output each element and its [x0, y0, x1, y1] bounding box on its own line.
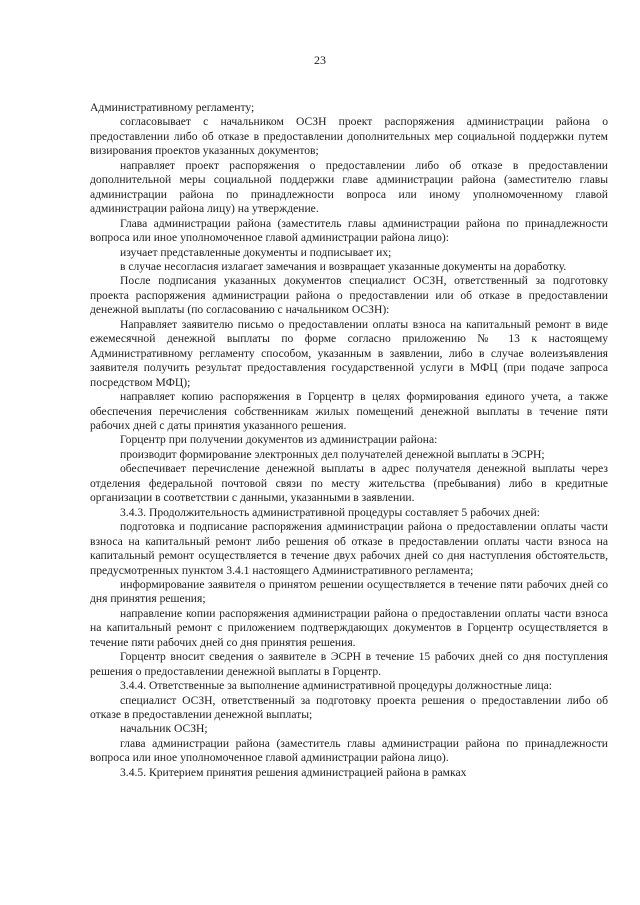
paragraph: После подписания указанных документов специалист ОСЗН, ответственный за подготовку проекта распоряжения администрации района о предоставлении или об отказе в предоставлении денежной выплаты (по согласованию с начальником ОСЗН): — [90, 274, 608, 317]
paragraph: производит формирование электронных дел получателей денежной выплаты в ЭСРН; — [120, 447, 545, 461]
paragraph: Глава администрации района (заместитель главы администрации района по принадлежности вопроса или иное уполномоченное главой администрации района лицо): — [90, 216, 608, 245]
paragraph: направляет копию распоряжения в Горцентр в целях формирования единого учета, а также обеспечения перечисления собственникам жилых помещений денежной выплаты в течение пяти рабочих дней с даты принятия указанного решения. — [90, 390, 608, 432]
paragraph: Горцентр вносит сведения о заявителе в ЭСРН в течение 15 рабочих дней со дня поступления решения о предоставлении денежной выплаты в Горцентр. — [90, 650, 608, 678]
paragraph: изучает представленные документы и подписывает их; — [120, 245, 392, 259]
section-heading-3-4-4: 3.4.4. Ответственные за выполнение административной процедуры должностные лица: — [120, 679, 552, 693]
paragraph: информирование заявителя о принятом решении осуществляется в течение пяти рабочих дней со дня принятия решения; — [90, 577, 608, 606]
document-body — [90, 101, 608, 780]
paragraph: Направляет заявителю письмо о предоставлении оплаты взноса на капитальный ремонт в виде ежемесячной денежной выплаты по форме согласно приложению № 13 к настоящему Административному регламенту способом, указанным в заявлении, либо в случае волеизъявления заявителя получить результат предоставления государственной услуги в МФЦ (при подаче запроса посредством МФЦ); — [90, 317, 608, 389]
paragraph: специалист ОСЗН, ответственный за подготовку проекта решения о предоставлении либо об отказе в предоставлении денежной выплаты; — [90, 693, 608, 722]
paragraph: подготовка и подписание распоряжения администрации района о предоставлении оплаты части взноса на капитальный ремонт либо решения об отказе в предоставлении оплаты части взноса на капитальный ремонт осуществляется в течение двух рабочих дней со дня наступления обстоятельств, предусмотренных пунктом 3.4.1 настоящего Административного регламента; — [90, 520, 608, 577]
page-number: 23 — [314, 53, 326, 67]
section-heading-3-4-3: 3.4.3. Продолжительность административной процедуры составляет 5 рабочих дней: — [120, 505, 540, 519]
paragraph: направление копии распоряжения администрации района о предоставлении оплаты части взноса на капитальный ремонт с приложением подтверждающих документов в Горцентр осуществляется в течение пяти рабочих дней со дня принятия решения. — [90, 606, 608, 649]
paragraph: согласовывает с начальником ОСЗН проект распоряжения администрации района о предоставлении либо об отказе в предоставлении дополнительных мер социальной поддержки путем визирования проектов указанных документов; — [90, 115, 608, 158]
paragraph: глава администрации района (заместитель главы администрации района по принадлежности вопроса или иное уполномоченное главой администрации района лицо). — [90, 736, 608, 765]
paragraph: в случае несогласия излагает замечания и возвращает указанные документы на доработку. — [120, 259, 567, 273]
paragraph: направляет проект распоряжения о предоставлении либо об отказе в предоставлении дополнительной меры социальной поддержки главе администрации района (заместителю главы администрации района по принадлежности вопроса или иному уполномоченному главой администрации района лицу) на утверждение. — [90, 158, 608, 216]
section-heading-3-4-5: 3.4.5. Критерием принятия решения администрацией района в рамках — [120, 765, 467, 779]
paragraph: начальник ОСЗН; — [120, 722, 208, 736]
paragraph: Административному регламенту; — [90, 101, 255, 114]
paragraph: обеспечивает перечисление денежной выплаты в адрес получателя денежной выплаты через отделения федеральной почтовой связи по месту жительства (пребывания) либо в кредитные организации в соответствии с данными, указанными в заявлении. — [90, 462, 608, 505]
paragraph: Горцентр при получении документов из администрации района: — [120, 433, 438, 447]
